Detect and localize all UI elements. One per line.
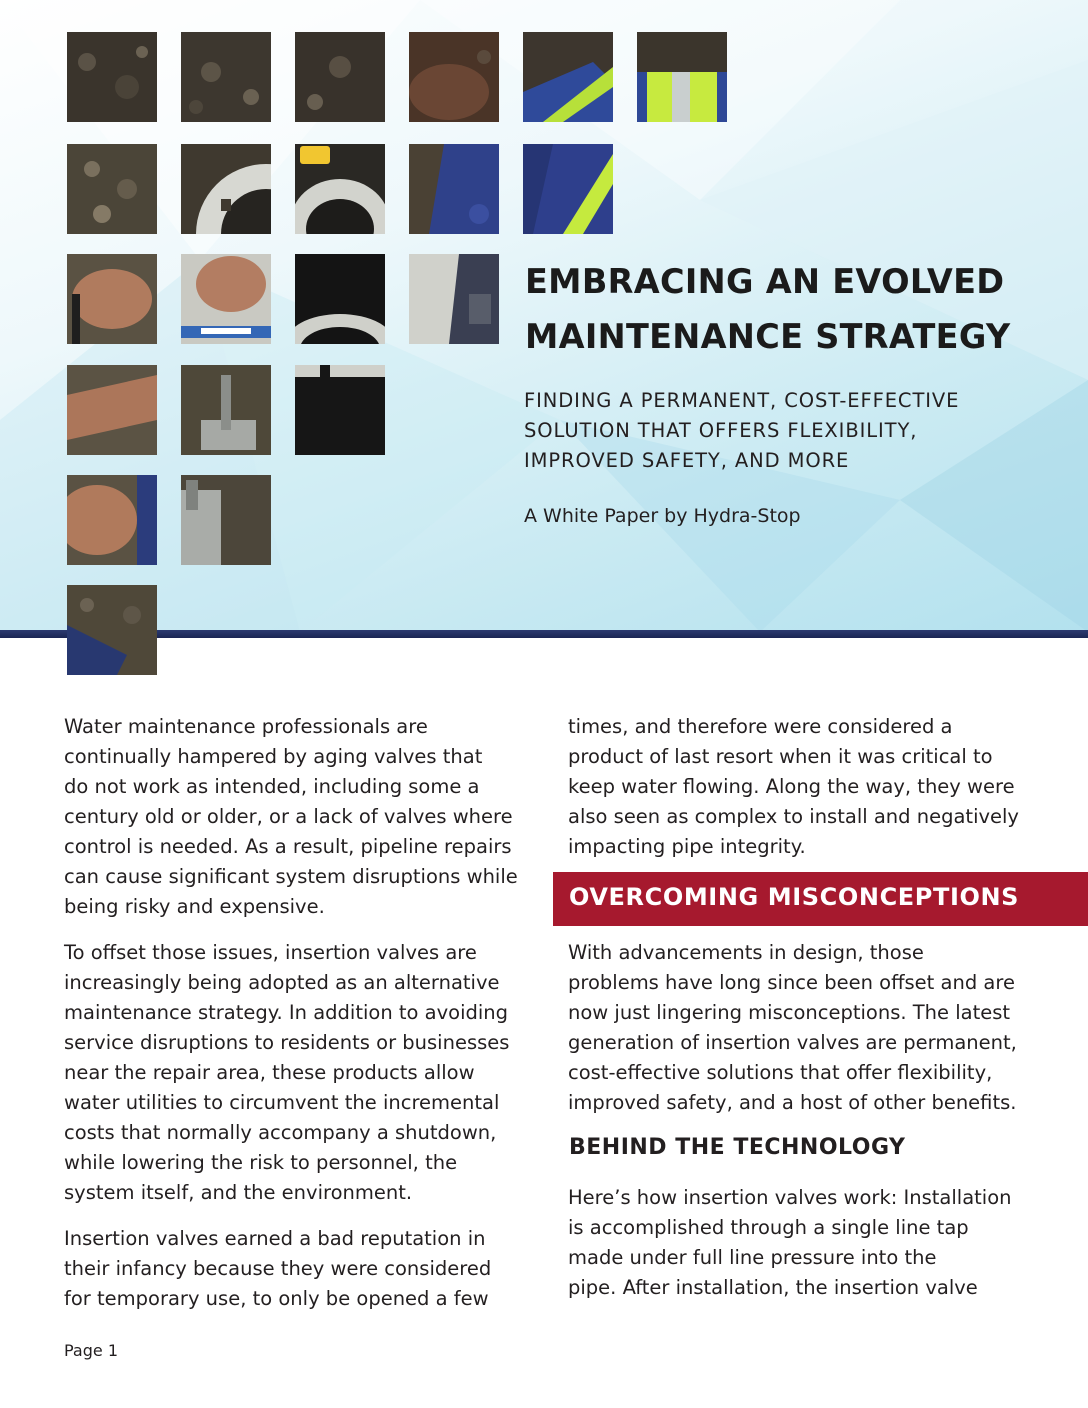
photo-tile bbox=[181, 365, 271, 455]
header-divider bbox=[0, 630, 1088, 638]
photo-tile bbox=[67, 254, 157, 344]
photo-tile bbox=[67, 475, 157, 565]
photo-tile bbox=[295, 254, 385, 344]
photo-tile bbox=[181, 144, 271, 234]
section-heading: OVERCOMING MISCONCEPTIONS bbox=[569, 883, 1020, 911]
subheading: BEHIND THE TECHNOLOGY bbox=[569, 1135, 906, 1160]
right-column bbox=[568, 712, 1038, 878]
right-column-continued bbox=[568, 938, 1038, 1134]
photo-tile bbox=[181, 254, 271, 344]
page-subtitle bbox=[524, 386, 1064, 476]
paragraph: Water maintenance professionals are continually hampered by aging valves that do not work as intended, including some a century old or older, or a lack of valves where control is needed. As a result, pipeline repairs can cause significant system disruptions while being risky and expensive. bbox=[64, 715, 518, 918]
photo-tile bbox=[67, 585, 157, 675]
byline: A White Paper by Hydra-Stop bbox=[524, 505, 801, 527]
paragraph: Here’s how insertion valves work: Installation is accomplished through a single line tap made under full line pressure into the pipe. After installation, the insertion valve bbox=[568, 1186, 1012, 1299]
photo-tile bbox=[295, 32, 385, 122]
paragraph: With advancements in design, those problems have long since been offset and are now just lingering misconceptions. The latest generation of insertion valves are permanent, cost-effective solutions that offer flexibility, improved safety, and a host of other benefits. bbox=[568, 941, 1017, 1114]
photo-tile bbox=[409, 254, 499, 344]
header-hero bbox=[0, 0, 1088, 632]
photo-tile bbox=[181, 475, 271, 565]
photo-tile bbox=[523, 144, 613, 234]
subtitle-line: SOLUTION THAT OFFERS FLEXIBILITY, bbox=[524, 419, 918, 442]
subtitle-line: FINDING A PERMANENT, COST-EFFECTIVE bbox=[524, 389, 960, 412]
photo-tile bbox=[637, 32, 727, 122]
page-number: Page 1 bbox=[64, 1341, 118, 1360]
photo-tile bbox=[67, 32, 157, 122]
photo-tile bbox=[67, 144, 157, 234]
title-line: MAINTENANCE STRATEGY bbox=[525, 317, 1011, 356]
photo-tile bbox=[409, 32, 499, 122]
photo-tile bbox=[295, 365, 385, 455]
left-column bbox=[64, 712, 534, 1330]
photo-tile bbox=[67, 365, 157, 455]
photo-tile bbox=[523, 32, 613, 122]
section-banner bbox=[553, 872, 1088, 926]
right-column-end bbox=[568, 1183, 1038, 1319]
paragraph: Insertion valves earned a bad reputation in their infancy because they were considered for temporary use, to only be opened a few bbox=[64, 1227, 492, 1310]
photo-tile bbox=[409, 144, 499, 234]
paragraph: To offset those issues, insertion valves are increasingly being adopted as an alternative maintenance strategy. In addition to avoiding service disruptions to residents or businesses near the repair area, these products allow water utilities to circumvent the incremental costs that normally accompany a shutdown, while lowering the risk to personnel, the system itself, and the environment. bbox=[64, 941, 510, 1204]
title-line: EMBRACING AN EVOLVED bbox=[525, 262, 1005, 301]
photo-tile bbox=[181, 32, 271, 122]
photo-tile bbox=[295, 144, 385, 234]
page-title bbox=[525, 254, 1085, 364]
subtitle-line: IMPROVED SAFETY, AND MORE bbox=[524, 449, 850, 472]
paragraph: times, and therefore were considered a product of last resort when it was critical to keep water flowing. Along the way, they were also seen as complex to install and negatively impacting pipe integrity. bbox=[568, 715, 1019, 858]
